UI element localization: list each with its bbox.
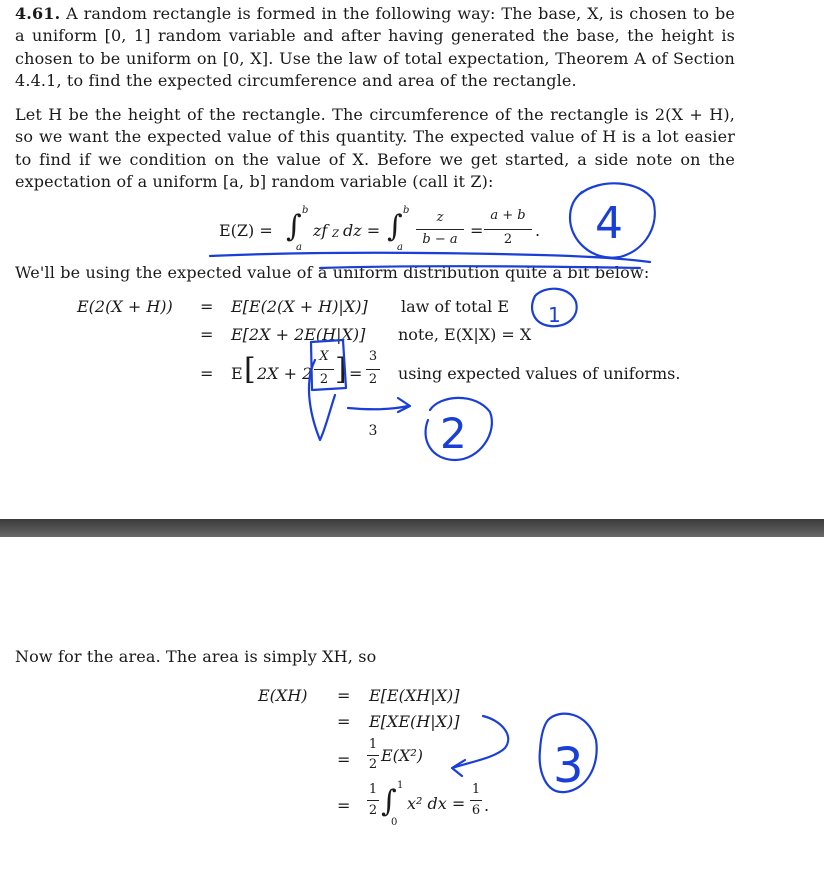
area-frac2-num: 1 xyxy=(368,782,378,797)
circ-eq-3b: = xyxy=(349,364,363,383)
area-eq-2: = xyxy=(337,712,351,731)
handwritten-4: 4 xyxy=(595,198,623,249)
underline-stroke xyxy=(210,253,650,262)
circ-row-2: E[2X + 2E(H|X)] xyxy=(231,325,366,344)
integral-lower: a xyxy=(296,242,302,253)
integral-sign-2: ∫ xyxy=(387,209,403,244)
circ-row-1: E[E(2(X + H)|X)] xyxy=(231,297,368,316)
strike-stroke xyxy=(320,266,640,268)
integral-sign: ∫ xyxy=(286,209,302,244)
bracket-left: [ xyxy=(244,352,256,387)
area-integral-lower: 0 xyxy=(391,817,398,828)
integrand: zf xyxy=(313,221,328,240)
area-lhs: E(XH) xyxy=(258,686,308,705)
circ-frac2-num: 3 xyxy=(368,349,378,364)
area-row-2: E[XE(H|X)] xyxy=(369,712,460,731)
area-row-1: E[E(XH|X)] xyxy=(369,686,460,705)
area-frac3-num: 1 xyxy=(471,782,481,797)
handwritten-3: 3 xyxy=(553,738,584,794)
box-stroke xyxy=(311,340,346,390)
area-row-3: E(X²) xyxy=(381,746,423,765)
circ-row-3-body: 2X + 2 xyxy=(257,364,313,383)
circ-comment-3: using expected values of uniforms. xyxy=(398,364,681,383)
area-integral-upper: 1 xyxy=(397,780,404,791)
area-eq-1: = xyxy=(337,686,351,705)
area-intro: Now for the area. The area is simply XH, so xyxy=(15,647,377,666)
handwritten-1: 1 xyxy=(548,303,561,327)
integral-upper: b xyxy=(302,205,309,216)
circ-comment-1: law of total E xyxy=(401,297,509,316)
area-frac2-den: 2 xyxy=(368,803,378,818)
handwritten-2: 2 xyxy=(440,409,467,458)
area-eq-4: = xyxy=(337,796,351,815)
circ-eq-1: = xyxy=(200,297,214,316)
problem-number: 4.61. xyxy=(15,4,61,23)
circ-stray-three: 3 xyxy=(368,423,378,439)
frac-den-2: 2 xyxy=(503,232,513,247)
circ-comment-2: note, E(X|X) = X xyxy=(398,325,532,344)
problem-text: A random rectangle is formed in the following way: The base, X, is chosen to be a uniform [0, 1] random variable and after having generated the base, the height is chosen to be uniform on [0, X]. Use the law of total expectation, Theorem A of Section 4.4.1, to find the expected circumference and area of the rectangle. xyxy=(15,4,735,90)
area-frac-num: 1 xyxy=(368,737,378,752)
solution-intro: Let H be the height of the rectangle. The circumference of the rectangle is 2(X + H), so we want the expected value of this quantity. The expected value of H is a lot easier to find if we condition on the value of X. Before we get started, a side note on the expectation of a uniform [a, b] random variable (call it Z): xyxy=(15,105,735,191)
arrow-3-stroke xyxy=(452,716,508,776)
area-frac3-den: 6 xyxy=(471,803,481,818)
area-frac-den: 2 xyxy=(368,757,378,772)
integral-upper-2: b xyxy=(403,205,410,216)
bracket-right: ] xyxy=(335,352,347,387)
circ-frac2-den: 2 xyxy=(368,372,378,387)
frac-den: b − a xyxy=(422,232,458,247)
area-eq-3: = xyxy=(337,750,351,769)
frac-num-2: a + b xyxy=(490,208,526,223)
integral-lower-2: a xyxy=(397,242,403,253)
frac-num: z xyxy=(436,210,444,225)
eq-lhs: E(Z) = xyxy=(219,221,273,240)
circ-lhs: E(2(X + H)) xyxy=(77,297,173,316)
circ-row-3-e: E xyxy=(231,364,243,383)
area-eq-end: . xyxy=(484,796,490,815)
eq-sign: = xyxy=(470,221,484,240)
brace-stroke xyxy=(309,360,335,440)
area-integral-sign: ∫ xyxy=(381,784,397,819)
circ-frac-num: X xyxy=(319,349,329,364)
circ-eq-2: = xyxy=(200,325,214,344)
uniform-note: We'll be using the expected value of a uniform distribution quite a bit below: xyxy=(15,263,650,282)
eq-end: . xyxy=(535,221,541,240)
integrand-subscript: Z xyxy=(332,229,339,240)
arrow-2-stroke xyxy=(348,398,410,412)
circ-frac-den: 2 xyxy=(319,372,329,387)
dz-eq: dz = xyxy=(343,221,381,240)
circ-eq-3: = xyxy=(200,364,214,383)
area-row-4: x² dx = xyxy=(407,794,466,813)
